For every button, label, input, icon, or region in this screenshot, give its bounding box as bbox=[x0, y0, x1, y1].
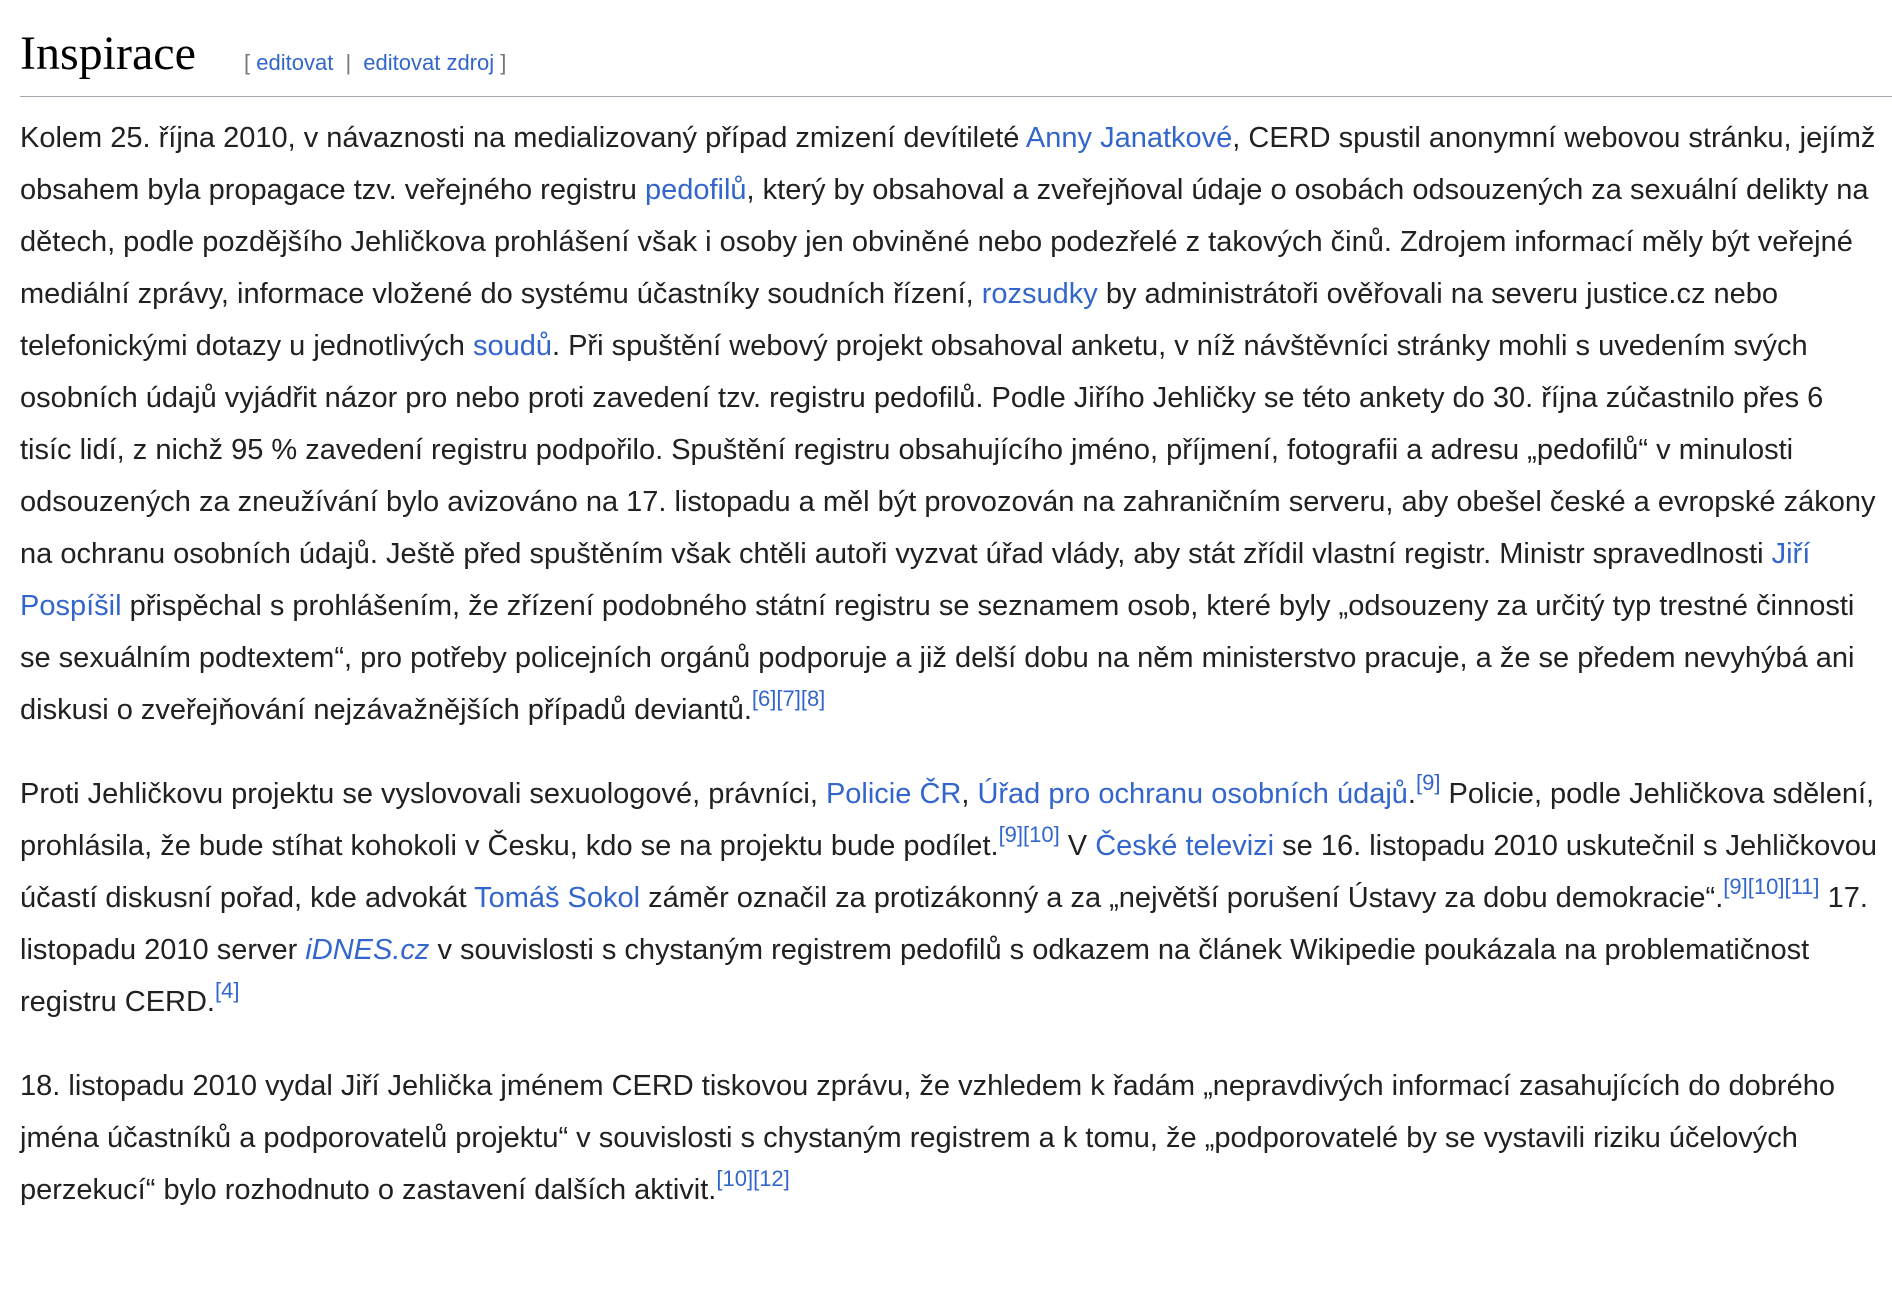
reference-superscript bbox=[999, 822, 1023, 847]
edit-link[interactable]: editovat bbox=[256, 50, 334, 75]
edit-section-links bbox=[244, 48, 506, 78]
reference-link[interactable]: [10] bbox=[1747, 874, 1785, 900]
article-section bbox=[20, 0, 1892, 1206]
reference-superscript bbox=[801, 686, 825, 711]
paragraph-text: by administrátoři ověřovali na severu justice.cz nebo telefonickými dotazy u jednotlivých bbox=[20, 278, 1779, 362]
reference-link[interactable]: [9] bbox=[1723, 874, 1748, 900]
paragraph-text: se 16. listopadu 2010 uskutečnil s Jehličkovou účastí diskusní pořad, kde advokát bbox=[20, 830, 1878, 914]
paragraph-text: záměr označil za protizákonný a za „největší porušení Ústavy za dobu demokracie“. bbox=[640, 882, 1724, 914]
reference-superscript bbox=[752, 686, 776, 711]
link-idnes-cz[interactable]: iDNES.cz bbox=[305, 934, 430, 966]
edit-source-link[interactable]: editovat zdroj bbox=[363, 50, 495, 75]
reference-superscript bbox=[215, 978, 239, 1003]
link-pedofilu[interactable]: pedofilů bbox=[644, 174, 747, 206]
reference-link[interactable]: [4] bbox=[215, 978, 240, 1004]
reference-link[interactable]: [10] bbox=[1023, 822, 1060, 848]
paragraph-text: 18. listopadu 2010 vydal Jiří Jehlička jménem CERD tiskovou zprávu, že vzhledem k řadám „nepravdivých informací zasahujících do dobrého jména účastníků a podporovatelů projektu“ v souvislosti s chystaným registrem a k tomu, že „podporovatelé by se vystavili riziku účelových perzekucí“ bylo rozhodnuto o zastavení dalších aktivit. bbox=[20, 1070, 1835, 1206]
reference-link[interactable]: [12] bbox=[753, 1166, 790, 1192]
reference-link[interactable]: [8] bbox=[800, 686, 826, 712]
paragraph-text: přispěchal s prohlášením, že zřízení podobného státní registru se seznamem osob, které byly „odsouzeny za určitý typ trestné činnosti se sexuálním podtextem“, pro potřeby policejních orgánů podporuje a již delší dobu na něm ministerstvo pracuje, a že se předem nevyhýbá ani diskusi o zveřejňování nejzávažnějších případů deviantů. bbox=[20, 590, 1855, 726]
paragraph-1 bbox=[20, 112, 1882, 736]
reference-link[interactable]: [11] bbox=[1784, 874, 1820, 900]
reference-link[interactable]: [7] bbox=[776, 686, 801, 712]
paragraph-text: . Při spuštění webový projekt obsahoval anketu, v níž návštěvníci stránky mohli s uvedením svých osobních údajů vyjádřit názor pro nebo proti zavedení tzv. registru pedofilů. Podle Jiřího Jehličky se této ankety do 30. října zúčastnilo přes 6 tisíc lidí, z nichž 95 % zavedení registru podpořilo. Spuštění registru obsahujícího jméno, příjmení, fotografii a adresu „pedofilů“ v minulosti odsouzených za zneužívání bylo avizováno na 17. listopadu a měl být provozován na zahraničním serveru, aby obešel české a evropské zákony na ochranu osobních údajů. Ještě před spuštěním však chtěli autoři vyzvat úřad vlády, aby stát zřídil vlastní registr. Ministr spravedlnosti bbox=[20, 330, 1876, 570]
paragraph-3 bbox=[20, 1060, 1882, 1216]
reference-superscript bbox=[1784, 874, 1819, 899]
paragraph-text: Kolem 25. října 2010, v návaznosti na medializovaný případ zmizení devítileté bbox=[20, 122, 1026, 154]
reference-superscript bbox=[1023, 822, 1060, 847]
section-content bbox=[20, 112, 1882, 1248]
section-heading-row bbox=[20, 0, 1892, 97]
link-rozsudky[interactable]: rozsudky bbox=[981, 278, 1098, 310]
paragraph-text: Policie, podle Jehličkova sdělení, prohlásila, že bude stíhat kohokoli v Česku, kdo se na projektu bude podílet. bbox=[20, 778, 1875, 862]
section-heading: Inspirace bbox=[20, 27, 196, 80]
link-tomas-sokol[interactable]: Tomáš Sokol bbox=[474, 882, 641, 914]
link-anny-janatkove[interactable]: Anny Janatkové bbox=[1025, 122, 1233, 154]
paragraph-text: . bbox=[1407, 778, 1416, 810]
paragraph-text: Proti Jehličkovu projektu se vyslovovali sexuologové, právníci, bbox=[20, 778, 826, 810]
paragraph-2 bbox=[20, 768, 1882, 1028]
reference-superscript bbox=[1748, 874, 1785, 899]
edit-separator: | bbox=[345, 50, 352, 75]
link-soudu[interactable]: soudů bbox=[472, 330, 552, 362]
paragraph-text: V bbox=[1059, 830, 1096, 862]
paragraph-text: , CERD spustil anonymní webovou stránku, jejímž obsahem byla propagace tzv. veřejného registru bbox=[20, 122, 1876, 206]
paragraph-text: v souvislosti s chystaným registrem pedofilů s odkazem na článek Wikipedie poukázala na problematičnost registru CERD. bbox=[20, 934, 1810, 1018]
edit-bracket-open: [ bbox=[244, 50, 251, 75]
link-jiri-pospisil[interactable]: Jiří Pospíšil bbox=[20, 538, 1811, 622]
reference-superscript bbox=[716, 1166, 753, 1191]
reference-superscript bbox=[1723, 874, 1747, 899]
reference-link[interactable]: [6] bbox=[751, 686, 777, 712]
edit-bracket-close: ] bbox=[500, 50, 507, 75]
reference-superscript bbox=[776, 686, 800, 711]
reference-superscript bbox=[1416, 770, 1440, 795]
link-urad-pro-ochranu-osobnich-udaju[interactable]: Úřad pro ochranu osobních údajů bbox=[977, 778, 1408, 810]
link-ceske-televizi[interactable]: České televizi bbox=[1095, 830, 1275, 862]
link-policie-cr[interactable]: Policie ČR bbox=[825, 778, 962, 810]
reference-link[interactable]: [9] bbox=[1415, 770, 1441, 796]
paragraph-text: , který by obsahoval a zveřejňoval údaje o osobách odsouzených za sexuální delikty na dětech, podle pozdějšího Jehličkova prohlášení však i osoby jen obviněné nebo podezřelé z takových činů. Zdrojem informací měly být veřejné mediální zprávy, informace vložené do systému účastníky soudních řízení, bbox=[20, 174, 1869, 310]
reference-superscript bbox=[753, 1166, 790, 1191]
paragraph-text: 17. listopadu 2010 server bbox=[20, 882, 1868, 966]
paragraph-text: , bbox=[961, 778, 978, 810]
reference-link[interactable]: [10] bbox=[716, 1166, 754, 1192]
reference-link[interactable]: [9] bbox=[998, 822, 1024, 848]
